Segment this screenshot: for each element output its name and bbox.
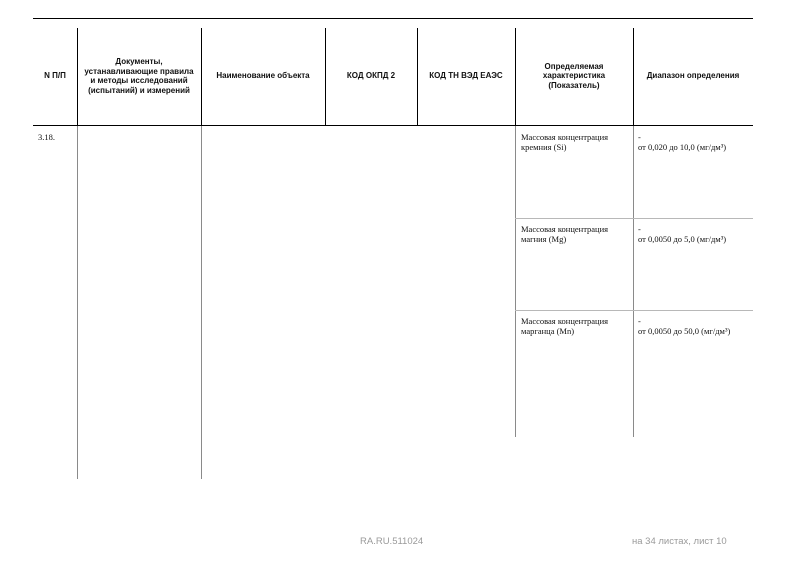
header-range: Диапазон определения — [646, 71, 740, 81]
col-divider — [77, 28, 78, 125]
header-characteristic: Определяемая характеристика (Показатель) — [542, 61, 606, 90]
table-top-border — [33, 18, 753, 19]
body-col-divider — [77, 126, 78, 479]
footer-sheet-info: на 34 листах, лист 10 — [632, 536, 727, 547]
header-number: N П/П — [44, 71, 66, 81]
col-divider — [633, 28, 634, 125]
header-object-name: Наименование объекта — [216, 71, 310, 81]
range-dash: - — [638, 316, 641, 326]
range-cell: от 0,020 до 10,0 (мг/дм³) — [638, 142, 727, 152]
header-bottom-border — [33, 125, 753, 126]
col-divider — [201, 28, 202, 125]
body-col-divider — [633, 126, 634, 437]
subrow-divider — [515, 218, 753, 219]
subrow-divider — [515, 310, 753, 311]
col-divider — [417, 28, 418, 125]
characteristic-cell: Массовая концентрация марганца (Mn) — [521, 316, 609, 336]
range-dash: - — [638, 224, 641, 234]
body-col-divider — [515, 126, 516, 437]
header-documents: Документы, устанавливающие правила и методы исследований (испытаний) и измерений — [84, 57, 194, 95]
footer-document-id: RA.RU.511024 — [360, 536, 424, 547]
col-divider — [515, 28, 516, 125]
range-cell: от 0,0050 до 5,0 (мг/дм³) — [638, 234, 727, 244]
row-number: 3.18. — [38, 132, 55, 142]
characteristic-cell: Массовая концентрация кремния (Si) — [521, 132, 609, 152]
range-cell: от 0,0050 до 50,0 (мг/дм³) — [638, 326, 731, 336]
characteristic-cell: Массовая концентрация магния (Mg) — [521, 224, 609, 244]
header-tnved-code: КОД ТН ВЭД ЕАЭС — [429, 71, 503, 81]
col-divider — [325, 28, 326, 125]
range-dash: - — [638, 132, 641, 142]
body-col-divider — [201, 126, 202, 479]
header-okpd-code: КОД ОКПД 2 — [346, 71, 396, 81]
